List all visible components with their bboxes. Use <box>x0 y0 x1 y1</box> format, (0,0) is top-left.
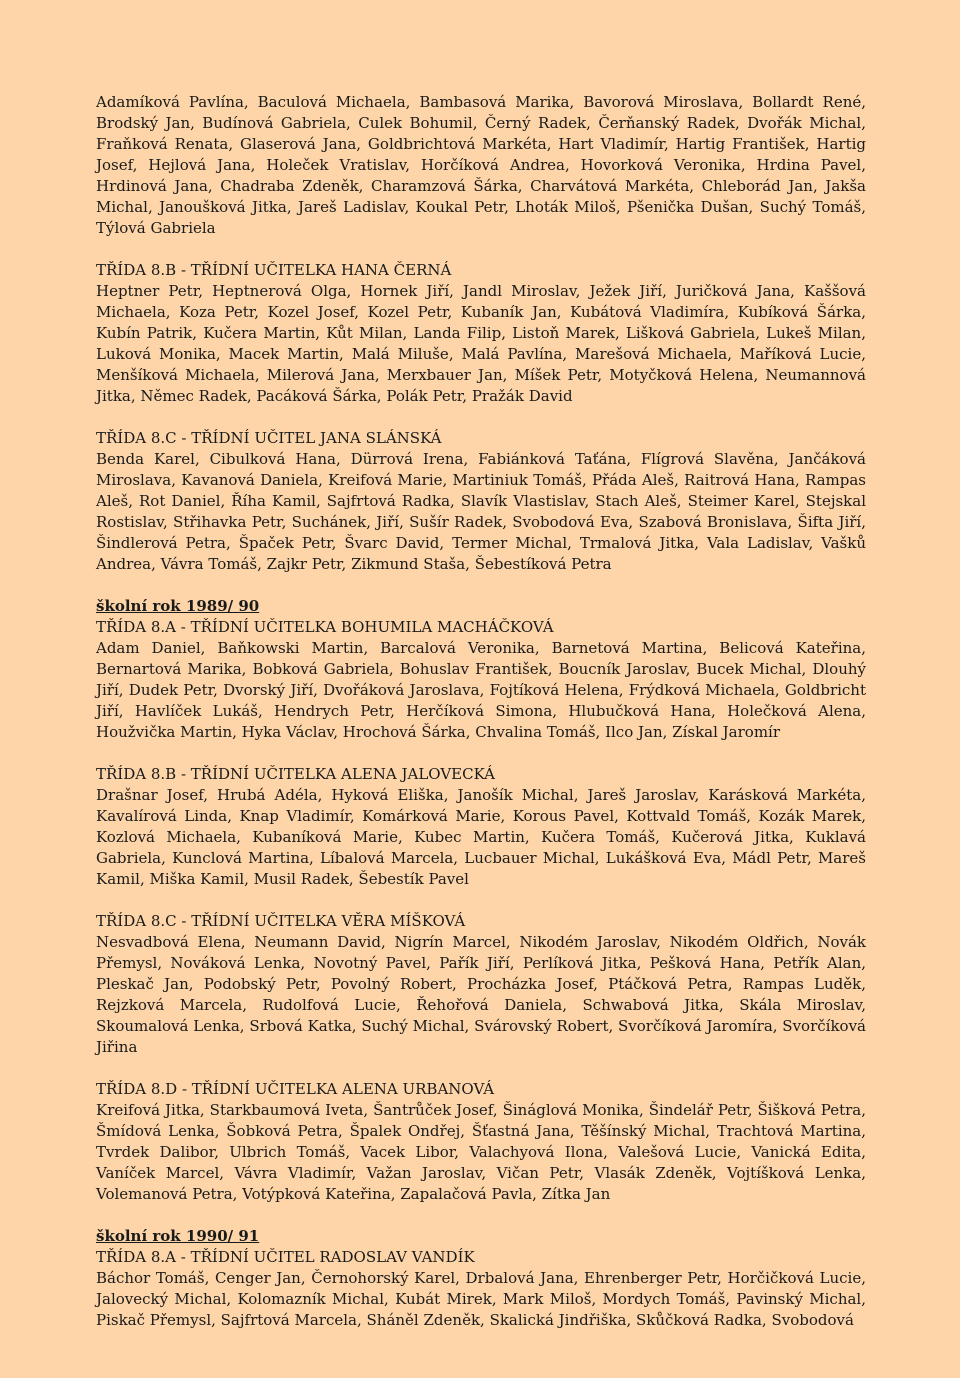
class-section-8a <box>96 617 866 743</box>
class-names: Kreifová Jitka, Starkbaumová Iveta, Šantrůček Josef, Šináglová Monika, Šindelář Petr, Šišková Petra, Šmídová Lenka, Šobková Petra, Špalek Ondřej, Šťastná Jana, Těšínský Michal, Trachtová Martina, Tvrdek Dalibor, Ulbrich Tomáš, Vacek Libor, Valachyová Ilona, Valešová Lucie, Vanická Edita, Vaníček Marcel, Vávra Vladimír, Važan Jaroslav, Vičan Petr, Vlasák Zdeněk, Vojtíšková Lenka, Volemanová Petra, Votýpková Kateřina, Zapalačová Pavla, Zítka Jan <box>96 1101 866 1203</box>
school-year-1989-90 <box>96 596 866 1205</box>
class-names: Benda Karel, Cibulková Hana, Dürrová Irena, Fabiánková Taťána, Flígrová Slavěna, Jančáková Miroslava, Kavanová Daniela, Kreifová Marie, Martiniuk Tomáš, Přáda Aleš, Raitrová Hana, Rampas Aleš, Rot Daniel, Říha Kamil, Sajfrtová Radka, Slavík Vlastislav, Stach Aleš, Steimer Karel, Stejskal Rostislav, Střihavka Petr, Suchánek, Jiří, Sušír Radek, Svobodová Eva, Szabová Bronislava, Šifta Jiří, Šindlerová Petra, Špaček Petr, Švarc David, Termer Michal, Trmalová Jitka, Vala Ladislav, Vašků Andrea, Vávra Tomáš, Zajkr Petr, Zikmund Staša, Šebestíková Petra <box>96 450 866 573</box>
class-names: Adam Daniel, Baňkowski Martin, Barcalová Veronika, Barnetová Martina, Belicová Kateřina, Bernartová Marika, Bobková Gabriela, Bohuslav František, Boucník Jaroslav, Bucek Michal, Dlouhý Jiří, Dudek Petr, Dvorský Jiří, Dvořáková Jaroslava, Fojtíková Helena, Frýdková Michaela, Goldbricht Jiří, Havlíček Lukáš, Hendrych Petr, Herčíková Simona, Hlubučková Hana, Holečková Alena, Houžvička Martin, Hyka Václav, Hrochová Šárka, Chvalina Tomáš, Ilco Jan, Získal Jaromír <box>96 639 866 741</box>
class-names: Heptner Petr, Heptnerová Olga, Hornek Jiří, Jandl Miroslav, Ježek Jiří, Juričková Jana, Kaššová Michaela, Koza Petr, Kozel Josef, Kozel Petr, Kubaník Jan, Kubátová Vladimíra, Kubíková Šárka, Kubín Patrik, Kučera Martin, Kůt Milan, Landa Filip, Listoň Marek, Lišková Gabriela, Lukeš Milan, Luková Monika, Macek Martin, Malá Miluše, Malá Pavlína, Marešová Michaela, Maříková Lucie, Menšíková Michaela, Milerová Jana, Merxbauer Jan, Míšek Petr, Motyčková Helena, Neumannová Jitka, Němec Radek, Pacáková Šárka, Polák Petr, Pražák David <box>96 282 866 405</box>
document-content <box>96 92 866 1331</box>
class-heading: TŘÍDA 8.B - TŘÍDNÍ UČITELKA ALENA JALOVECKÁ <box>96 765 496 783</box>
class-heading: TŘÍDA 8.A - TŘÍDNÍ UČITELKA BOHUMILA MACHÁČKOVÁ <box>96 618 554 636</box>
class-section-8b <box>96 260 866 407</box>
class-section-8d <box>96 1079 866 1205</box>
class-heading: TŘÍDA 8.B - TŘÍDNÍ UČITELKA HANA ČERNÁ <box>96 261 452 279</box>
class-heading: TŘÍDA 8.C - TŘÍDNÍ UČITELKA VĚRA MÍŠKOVÁ <box>96 912 466 930</box>
class-names: Nesvadbová Elena, Neumann David, Nigrín Marcel, Nikodém Jaroslav, Nikodém Oldřich, Novák Přemysl, Nováková Lenka, Novotný Pavel, Pařík Jiří, Perlíková Jitka, Pešková Hana, Petřík Alan, Pleskač Jan, Podobský Petr, Povolný Robert, Procházka Josef, Ptáčková Petra, Rampas Luděk, Rejzková Marcela, Rudolfová Lucie, Řehořová Daniela, Schwabová Jitka, Skála Miroslav, Skoumalová Lenka, Srbová Katka, Suchý Michal, Svárovský Robert, Svorčíková Jaromíra, Svorčíková Jiřina <box>96 933 866 1056</box>
school-year-1990-91 <box>96 1226 866 1331</box>
class-names: Báchor Tomáš, Cenger Jan, Černohorský Karel, Drbalová Jana, Ehrenberger Petr, Horčičková Lucie, Jalovecký Michal, Kolomazník Michal, Kubát Mirek, Mark Miloš, Mordych Tomáš, Pavinský Michal, Piskač Přemysl, Sajfrtová Marcela, Sháněl Zdeněk, Skalická Jindřiška, Skůčková Radka, Svobodová <box>96 1269 866 1329</box>
class-heading: TŘÍDA 8.A - TŘÍDNÍ UČITEL RADOSLAV VANDÍK <box>96 1248 475 1266</box>
class-heading: TŘÍDA 8.C - TŘÍDNÍ UČITEL JANA SLÁNSKÁ <box>96 429 442 447</box>
class-section-8a <box>96 1247 866 1331</box>
class-heading: TŘÍDA 8.D - TŘÍDNÍ UČITELKA ALENA URBANOVÁ <box>96 1080 495 1098</box>
school-year-heading: školní rok 1990/ 91 <box>96 1227 260 1245</box>
intro-names-paragraph: Adamíková Pavlína, Baculová Michaela, Bambasová Marika, Bavorová Miroslava, Bollardt René, Brodský Jan, Budínová Gabriela, Culek Bohumil, Černý Radek, Čerňanský Radek, Dvořák Michal, Fraňková Renata, Glaserová Jana, Goldbrichtová Markéta, Hart Vladimír, Hartig František, Hartig Josef, Hejlová Jana, Holeček Vratislav, Horčíková Andrea, Hovorková Veronika, Hrdina Pavel, Hrdinová Jana, Chadraba Zdeněk, Charamzová Šárka, Charvátová Markéta, Chleborád Jan, Jakša Michal, Janoušková Jitka, Jareš Ladislav, Koukal Petr, Lhoták Miloš, Pšenička Dušan, Suchý Tomáš, Týlová Gabriela <box>96 93 866 237</box>
class-section-8c <box>96 911 866 1058</box>
class-section-8b <box>96 764 866 890</box>
school-year-heading: školní rok 1989/ 90 <box>96 597 260 615</box>
class-section-8c <box>96 428 866 575</box>
class-names: Drašnar Josef, Hrubá Adéla, Hyková Eliška, Janošík Michal, Jareš Jaroslav, Karásková Markéta, Kavalírová Linda, Knap Vladimír, Komárková Marie, Korous Pavel, Kottvald Tomáš, Kozák Marek, Kozlová Michaela, Kubaníková Marie, Kubec Martin, Kučera Tomáš, Kučerová Jitka, Kuklavá Gabriela, Kunclová Martina, Líbalová Marcela, Lucbauer Michal, Lukášková Eva, Mádl Petr, Mareš Kamil, Miška Kamil, Musil Radek, Šebestík Pavel <box>96 786 866 888</box>
